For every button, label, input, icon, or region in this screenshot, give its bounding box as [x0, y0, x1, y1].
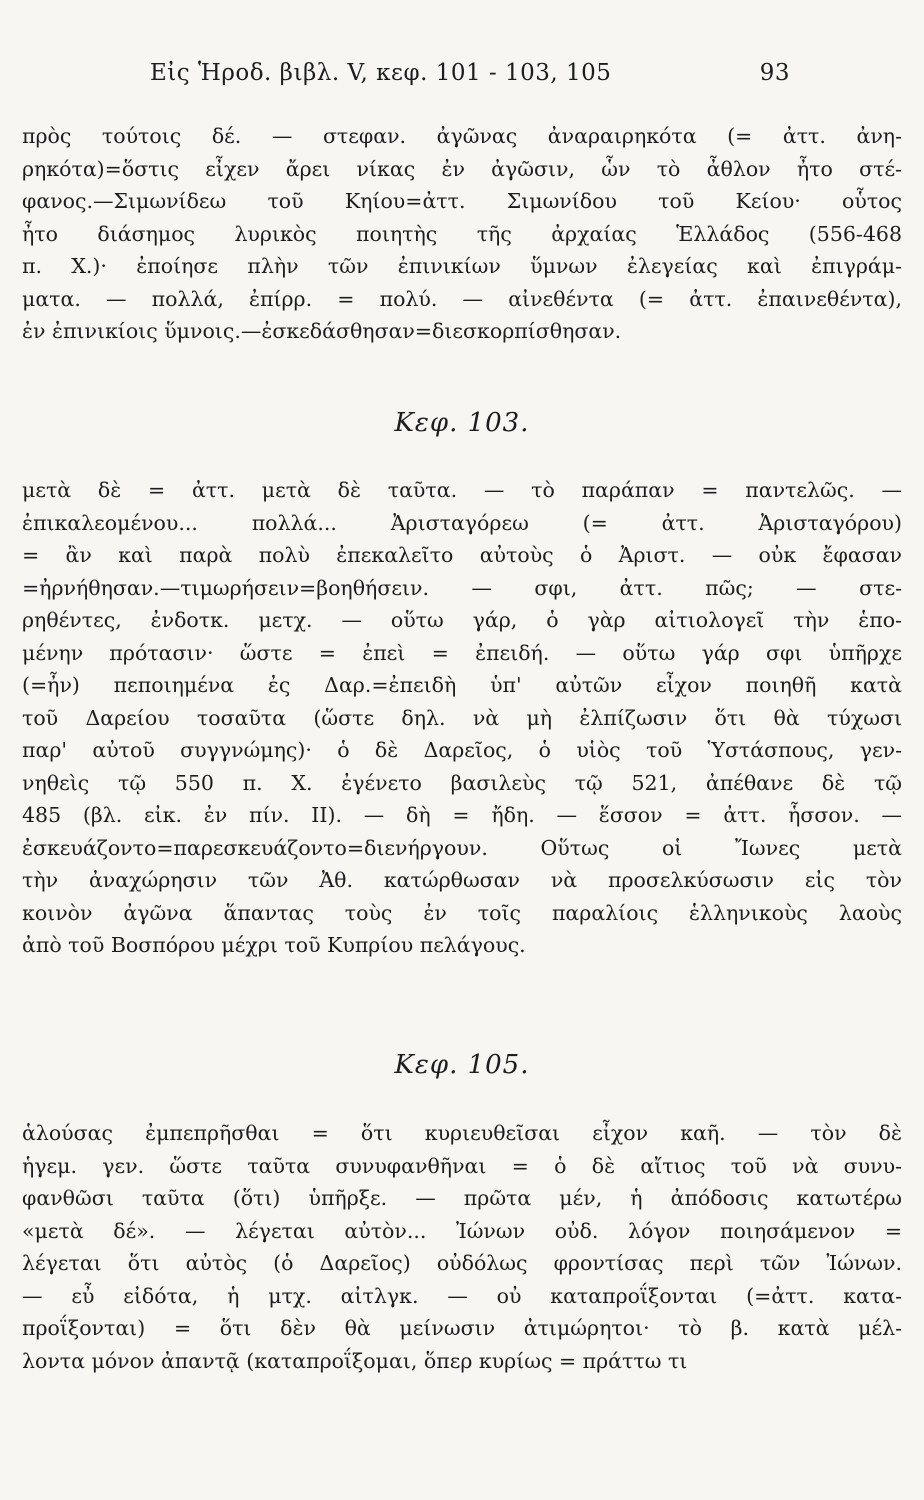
- text-line: ματα. — πολλά, ἐπίρρ. = πολύ. — αἰνεθέντα (= ἀττ. ἐπαινεθέντα),: [22, 286, 902, 311]
- text-line: κοινὸν ἀγῶνα ἅπαντας τοὺς ἐν τοῖς παραλίοις ἑλληνικοὺς λαοὺς: [22, 900, 902, 925]
- text-line: φανθῶσι ταῦτα (ὅτι) ὑπῆρξε. — πρῶτα μέν, ἡ ἀπόδοσις κατωτέρω: [22, 1186, 902, 1210]
- text-line: ρηκότα)=ὅστις εἶχεν ἄρει νίκας ἐν ἀγῶσιν, ὧν τὸ ἆθλον ἦτο στέ-: [22, 156, 902, 181]
- text-line: (=ἦν) πεποιημένα ἐς Δαρ.=ἐπειδὴ ὑπ' αὐτῶν εἶχον ποιηθῆ κατὰ: [22, 673, 902, 697]
- text-line: λέγεται ὅτι αὐτὸς (ὁ Δαρεῖος) οὐδόλως φροντίσας περὶ τῶν Ἰώνων.: [22, 1251, 902, 1275]
- text-line: ἡγεμ. γεν. ὥστε ταῦτα συνυφανθῆναι = ὁ δὲ αἴτιος τοῦ νὰ συνυ-: [22, 1153, 902, 1178]
- text-line: = ἂν καὶ παρὰ πολὺ ἐπεκαλεῖτο αὐτοὺς ὁ Ἀριστ. — οὐκ ἔφασαν: [22, 543, 902, 567]
- text-line: πρὸς τούτοις δέ. — στεφαν. ἀγῶνας ἀναραιρηκότα (= ἀττ. ἀνη-: [22, 124, 902, 148]
- running-head: [150, 60, 790, 86]
- text-line: — εὖ εἰδότα, ἡ μτχ. αἰτλγκ. — οὐ καταπροΐξονται (=ἀττ. κατα-: [22, 1283, 902, 1308]
- text-line: ἁλούσας ἐμπεπρῆσθαι = ὅτι κυριευθεῖσαι εἶχον καῆ. — τὸν δὲ: [22, 1121, 902, 1145]
- text-line: ἀπὸ τοῦ Βοσπόρου μέχρι τοῦ Κυπρίου πελάγους.: [22, 933, 526, 957]
- text-line: προΐξονται) = ὅτι δὲν θὰ μείνωσιν ἀτιμώρητοι· τὸ β. κατὰ μέλ-: [22, 1316, 902, 1340]
- text-line: ἦτο διάσημος λυρικὸς ποιητὴς τῆς ἀρχαίας Ἑλλάδος (556-468: [22, 221, 902, 246]
- text-line: ἐν ἐπινικίοις ὕμνοις.—ἐσκεδάσθησαν=διεσκορπίσθησαν.: [22, 319, 622, 343]
- chapter-heading-105: Κεφ. 105.: [394, 1050, 530, 1080]
- text-line: μένην πρότασιν· ὥστε = ἐπεὶ = ἐπειδή. — οὕτω γάρ σφι ὑπῆρχε: [22, 640, 902, 665]
- chapter-heading-103: Κεφ. 103.: [394, 408, 530, 438]
- text-line: φανος.—Σιμωνίδεω τοῦ Κηίου=ἀττ. Σιμωνίδου τοῦ Κείου· οὗτος: [22, 189, 902, 213]
- commentary-section-105: [22, 1117, 902, 1377]
- commentary-section-101-102: [22, 120, 902, 348]
- commentary-section-103: [22, 474, 902, 962]
- text-line: ἐσκευάζοντο=παρεσκευάζοντο=διενήργουν. Οὕτως οἱ Ἴωνες μετὰ: [22, 835, 902, 860]
- text-line: «μετὰ δέ». — λέγεται αὐτὸν... Ἰώνων οὐδ. λόγον ποιησάμενον =: [22, 1218, 902, 1243]
- text-line: ἐπικαλεομένου... πολλά... Ἀρισταγόρεω (= ἀττ. Ἀρισταγόρου): [22, 510, 902, 535]
- text-line: μετὰ δὲ = ἀττ. μετὰ δὲ ταῦτα. — τὸ παράπαν = παντελῶς. —: [22, 478, 902, 502]
- text-line: 485 (βλ. εἰκ. ἐν πίν. ΙΙ). — δὴ = ἤδη. — ἕσσον = ἀττ. ἧσσον. —: [22, 803, 902, 827]
- running-head-title: Εἰς Ἡροδ. βιβλ. V, κεφ. 101 - 103, 105: [150, 60, 612, 86]
- text-line: τοῦ Δαρείου τοσαῦτα (ὥστε δηλ. νὰ μὴ ἐλπίζωσιν ὅτι θὰ τύχωσι: [22, 705, 902, 730]
- text-line: =ἠρνήθησαν.—τιμωρήσειν=βοηθήσειν. — σφι, ἀττ. πῶς; — στε-: [22, 575, 902, 600]
- text-line: τὴν ἀναχώρησιν τῶν Ἀθ. κατώρθωσαν νὰ προσελκύσωσιν εἰς τὸν: [22, 868, 902, 892]
- text-line: ρηθέντες, ἐνδοτκ. μετχ. — οὕτω γάρ, ὁ γὰρ αἰτιολογεῖ τὴν ἑπο-: [22, 608, 902, 632]
- text-line: π. Χ.)· ἐποίησε πλὴν τῶν ἐπινικίων ὕμνων ἐλεγείας καὶ ἐπιγράμ-: [22, 254, 902, 278]
- page-number: 93: [759, 60, 790, 86]
- text-line: νηθεὶς τῷ 550 π. Χ. ἐγένετο βασιλεὺς τῷ 521, ἀπέθανε δὲ τῷ: [22, 770, 902, 795]
- text-line: παρ' αὐτοῦ συγγνώμης)· ὁ δὲ Δαρεῖος, ὁ υἱὸς τοῦ Ὑστάσπους, γεν-: [22, 738, 902, 762]
- text-line: λοντα μόνον ἀπαντᾷ (καταπροΐξομαι, ὅπερ κυρίως = πράττω τι: [22, 1348, 688, 1373]
